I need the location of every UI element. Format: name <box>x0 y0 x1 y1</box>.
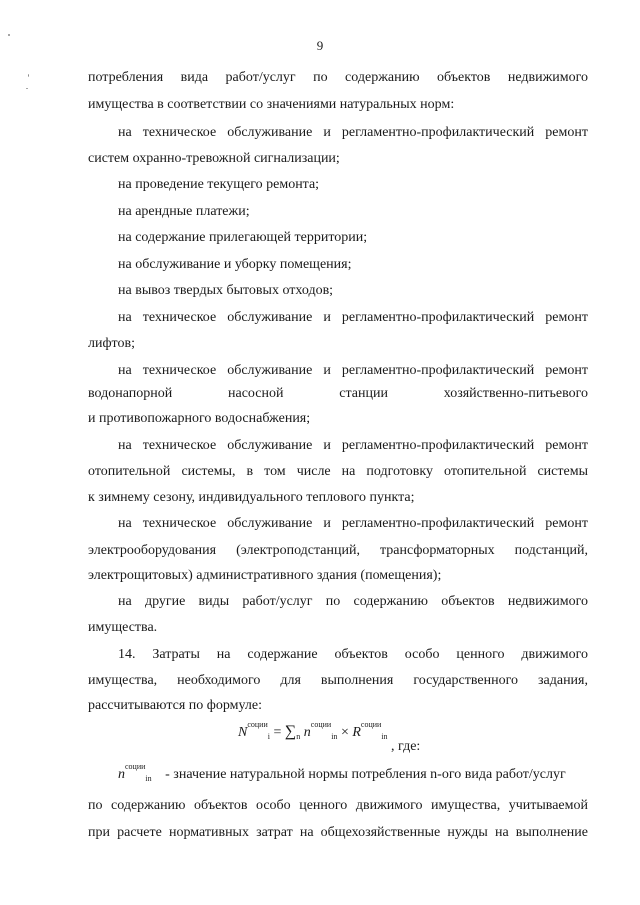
formula-lhs-var: N <box>238 725 248 740</box>
formula-lhs-sub: i <box>267 732 270 741</box>
page-number: 9 <box>316 38 324 53</box>
text-line: на обслуживание и уборку помещения; <box>118 257 352 272</box>
text-line: на содержание прилегающей территории; <box>118 230 368 245</box>
text-line: рассчитываются по формуле: <box>88 698 262 713</box>
definition-var-sub: in <box>145 774 152 783</box>
formula-n-sup: соции <box>310 720 332 729</box>
formula-where: , где: <box>391 739 421 754</box>
text-line: на техническое обслуживание и регламентно-профилактический ремонт <box>118 438 588 453</box>
text-line: при расчете нормативных затрат на общехозяйственные нужды на выполнение <box>88 825 588 840</box>
text-line: отопительной системы, в том числе на подготовку отопительной системы <box>88 464 588 479</box>
formula-sum-sign: ∑ <box>284 723 297 740</box>
text-line: имущества, необходимого для выполнения государственного задания, <box>88 673 588 688</box>
text-line: и противопожарного водоснабжения; <box>88 411 311 426</box>
text-line: на другие виды работ/услуг по содержанию объектов недвижимого <box>118 594 588 609</box>
text-line: к зимнему сезону, индивидуального теплового пункта; <box>88 490 415 505</box>
text-line: водонапорной насосной станции хозяйственно-питьевого <box>88 386 588 401</box>
text-line: на техническое обслуживание и регламентно-профилактический ремонт <box>118 363 588 378</box>
scan-speck <box>28 74 29 77</box>
scan-speck <box>26 88 28 89</box>
definition-text: - значение натуральной нормы потребления n-ого вида работ/услуг <box>165 767 566 782</box>
definition-var-sup: соции <box>125 762 146 771</box>
text-line: по содержанию объектов особо ценного движимого имущества, учитываемой <box>88 798 588 813</box>
formula-n-sub: in <box>331 732 338 741</box>
text-line: потребления вида работ/услуг по содержанию объектов недвижимого <box>88 70 588 85</box>
text-line: 14. Затраты на содержание объектов особо ценного движимого <box>118 647 588 662</box>
text-line: систем охранно-тревожной сигнализации; <box>88 151 340 166</box>
scan-speck <box>8 34 10 36</box>
definition-var: n <box>118 767 125 782</box>
formula-r-sub: in <box>381 732 388 741</box>
text-line: имущества в соответствии со значениями натуральных норм: <box>88 97 455 112</box>
text-line: имущества. <box>88 620 158 635</box>
cost-formula <box>238 720 420 755</box>
text-line: на техническое обслуживание и регламентно-профилактический ремонт <box>118 516 588 531</box>
text-line: на техническое обслуживание и регламентно-профилактический ремонт <box>118 310 588 325</box>
text-line: на техническое обслуживание и регламентно-профилактический ремонт <box>118 125 588 140</box>
text-line: на проведение текущего ремонта; <box>118 177 320 192</box>
text-line: электрощитовых) административного здания (помещения); <box>88 568 442 583</box>
variable-definition <box>118 762 566 783</box>
text-line: на арендные платежи; <box>118 204 250 219</box>
text-line: на вывоз твердых бытовых отходов; <box>118 283 334 298</box>
text-line: лифтов; <box>88 336 135 351</box>
formula-r-var: R <box>352 725 361 740</box>
formula-lhs-sup: соции <box>247 720 268 729</box>
text-line: электрооборудования (электроподстанций, трансформаторных подстанций, <box>88 543 588 558</box>
formula-sum-sub: n <box>296 732 301 741</box>
formula-equals: = <box>273 725 282 740</box>
formula-n-var: n <box>303 725 311 740</box>
formula-times: × <box>340 725 349 740</box>
formula-r-sup: соции <box>360 720 382 729</box>
